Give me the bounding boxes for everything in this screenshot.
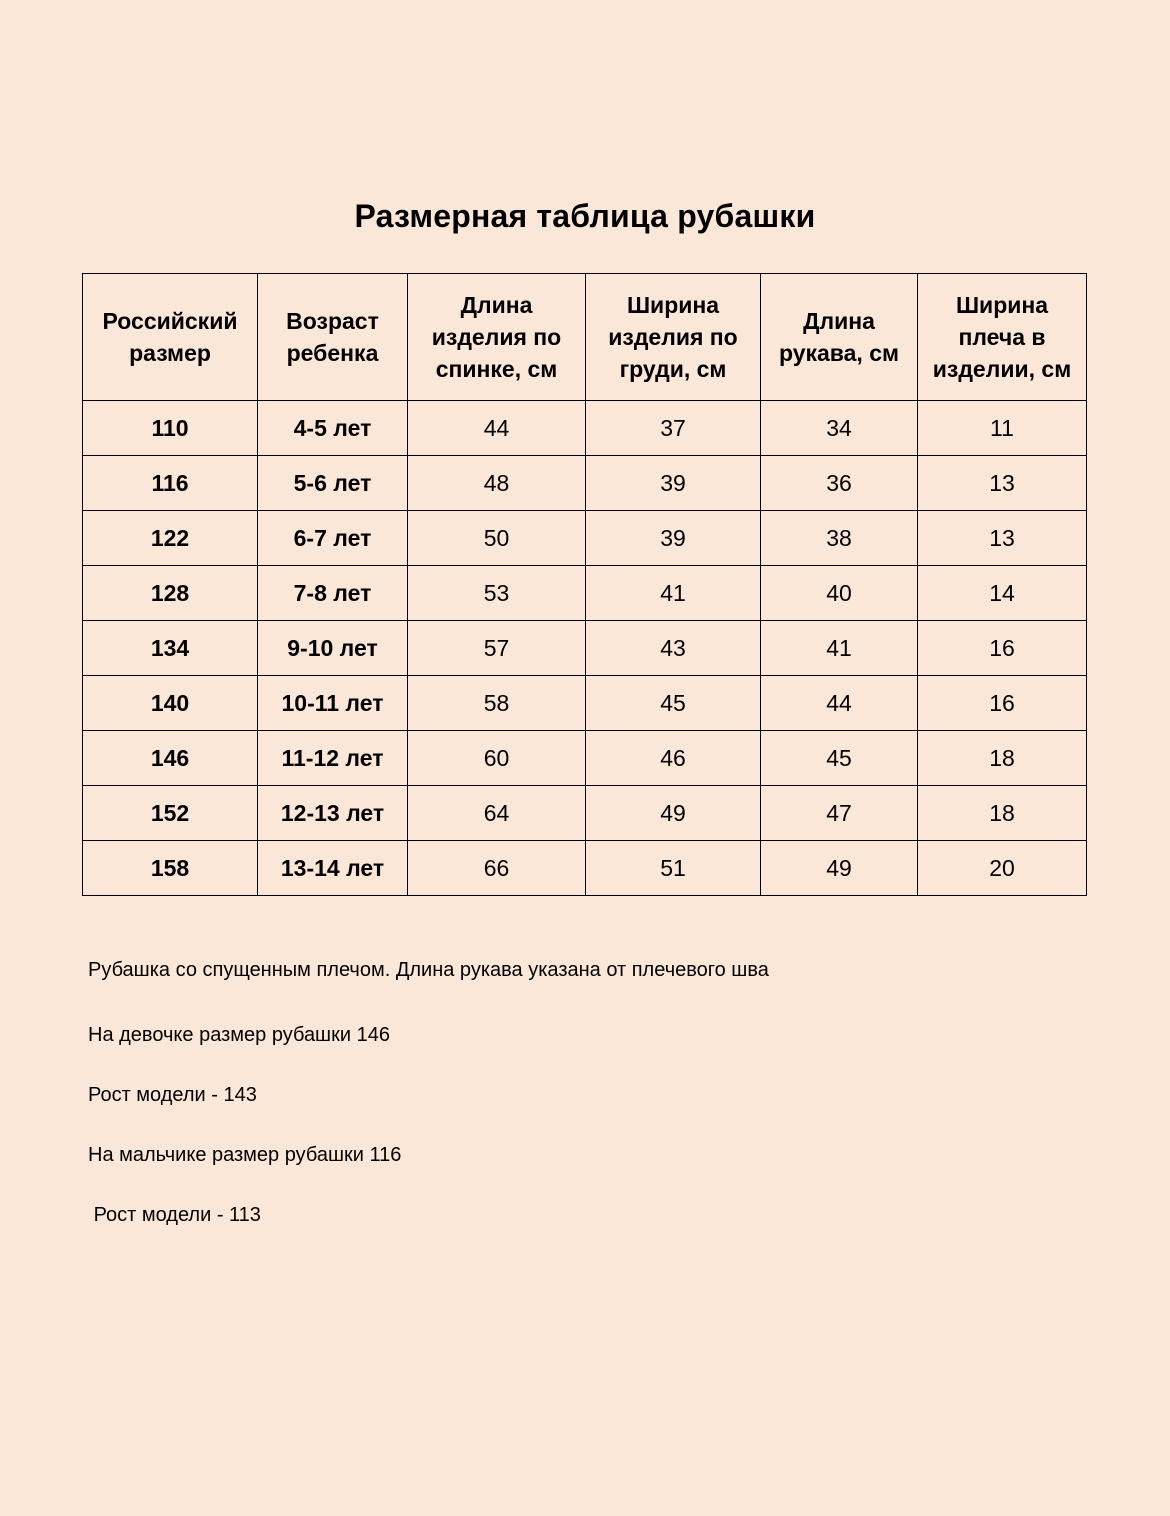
- measurement-cell: 40: [761, 566, 918, 621]
- measurement-cell: 13: [918, 456, 1087, 511]
- measurement-cell: 20: [918, 841, 1087, 896]
- measurement-cell: 37: [586, 401, 761, 456]
- table-row: [83, 676, 1087, 731]
- measurement-cell: 16: [918, 676, 1087, 731]
- measurement-cell: 13: [918, 511, 1087, 566]
- measurement-cell: 47: [761, 786, 918, 841]
- measurement-cell: 50: [408, 511, 586, 566]
- measurement-cell: 14: [918, 566, 1087, 621]
- size-cell: 134: [83, 621, 258, 676]
- table-row: [83, 456, 1087, 511]
- note-line: Рост модели - 113: [88, 1204, 261, 1226]
- measurement-cell: 41: [586, 566, 761, 621]
- table-row: [83, 621, 1087, 676]
- age-cell: 10-11 лет: [258, 676, 408, 731]
- measurement-cell: 57: [408, 621, 586, 676]
- age-cell: 13-14 лет: [258, 841, 408, 896]
- page-title: Размерная таблица рубашки: [354, 198, 816, 234]
- measurement-cell: 36: [761, 456, 918, 511]
- measurement-cell: 45: [761, 731, 918, 786]
- measurement-cell: 16: [918, 621, 1087, 676]
- notes: [88, 958, 1170, 1228]
- measurement-cell: 18: [918, 731, 1087, 786]
- size-cell: 116: [83, 456, 258, 511]
- note-line: На девочке размер рубашки 146: [88, 1024, 390, 1046]
- measurement-cell: 38: [761, 511, 918, 566]
- age-cell: 7-8 лет: [258, 566, 408, 621]
- size-cell: 128: [83, 566, 258, 621]
- measurement-cell: 39: [586, 511, 761, 566]
- measurement-cell: 11: [918, 401, 1087, 456]
- age-cell: 11-12 лет: [258, 731, 408, 786]
- measurement-cell: 48: [408, 456, 586, 511]
- table-row: [83, 786, 1087, 841]
- measurement-cell: 58: [408, 676, 586, 731]
- age-cell: 12-13 лет: [258, 786, 408, 841]
- size-table-body: [83, 401, 1087, 896]
- age-cell: 6-7 лет: [258, 511, 408, 566]
- column-header: Возраст ребенка: [258, 274, 408, 401]
- size-table: [82, 273, 1087, 896]
- measurement-cell: 64: [408, 786, 586, 841]
- measurement-cell: 39: [586, 456, 761, 511]
- note-line: Рост модели - 143: [88, 1084, 257, 1106]
- note-line: Рубашка со спущенным плечом. Длина рукава указана от плечевого шва: [88, 959, 769, 981]
- measurement-cell: 44: [408, 401, 586, 456]
- size-cell: 158: [83, 841, 258, 896]
- measurement-cell: 49: [761, 841, 918, 896]
- note-line: На мальчике размер рубашки 116: [88, 1144, 402, 1166]
- table-row: [83, 841, 1087, 896]
- column-header: Ширина плеча в изделии, см: [918, 274, 1087, 401]
- measurement-cell: 41: [761, 621, 918, 676]
- measurement-cell: 66: [408, 841, 586, 896]
- measurement-cell: 18: [918, 786, 1087, 841]
- measurement-cell: 44: [761, 676, 918, 731]
- measurement-cell: 46: [586, 731, 761, 786]
- size-cell: 146: [83, 731, 258, 786]
- age-cell: 4-5 лет: [258, 401, 408, 456]
- age-cell: 9-10 лет: [258, 621, 408, 676]
- table-row: [83, 511, 1087, 566]
- size-cell: 152: [83, 786, 258, 841]
- column-header: Длина рукава, см: [761, 274, 918, 401]
- table-row: [83, 566, 1087, 621]
- measurement-cell: 60: [408, 731, 586, 786]
- size-table-head-row: [83, 274, 1087, 401]
- column-header: Длина изделия по спинке, см: [408, 274, 586, 401]
- table-row: [83, 401, 1087, 456]
- measurement-cell: 51: [586, 841, 761, 896]
- measurement-cell: 49: [586, 786, 761, 841]
- table-row: [83, 731, 1087, 786]
- column-header: Ширина изделия по груди, см: [586, 274, 761, 401]
- measurement-cell: 43: [586, 621, 761, 676]
- age-cell: 5-6 лет: [258, 456, 408, 511]
- size-cell: 140: [83, 676, 258, 731]
- size-cell: 110: [83, 401, 258, 456]
- size-cell: 122: [83, 511, 258, 566]
- measurement-cell: 53: [408, 566, 586, 621]
- column-header: Российский размер: [83, 274, 258, 401]
- measurement-cell: 45: [586, 676, 761, 731]
- measurement-cell: 34: [761, 401, 918, 456]
